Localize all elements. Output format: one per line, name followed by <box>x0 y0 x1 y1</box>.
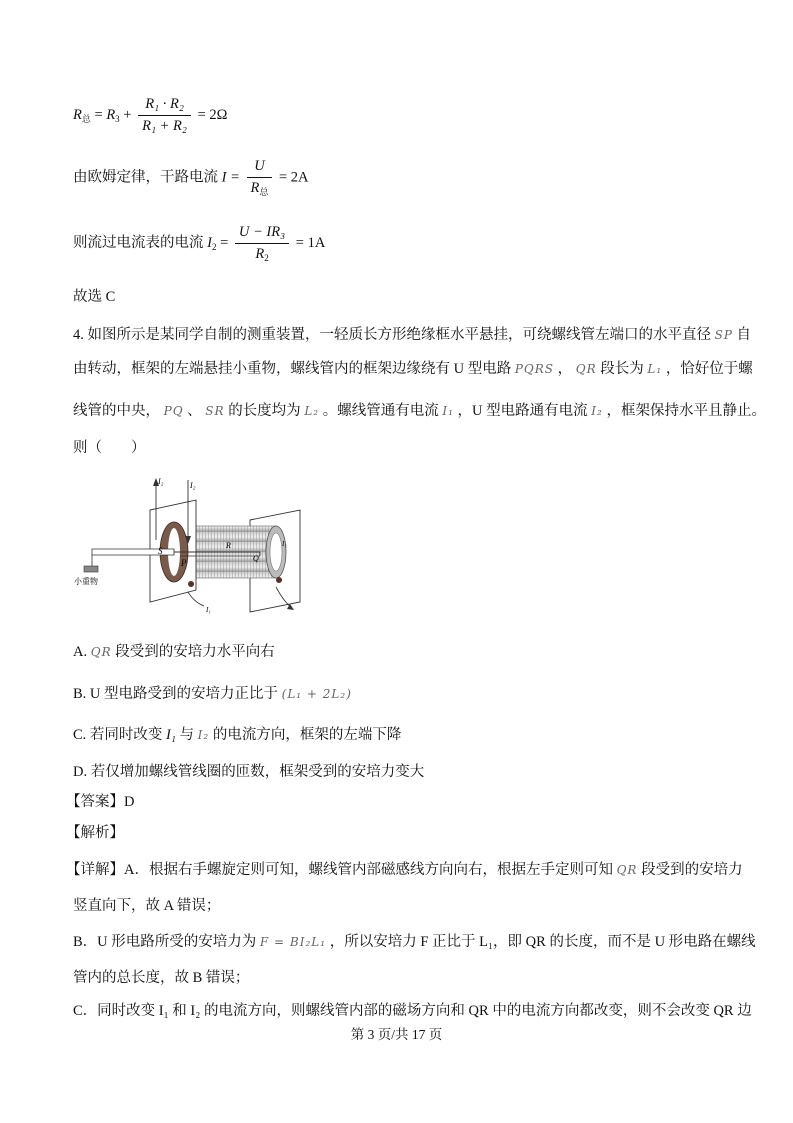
q4-text: 自 <box>736 327 752 343</box>
label-i1-right: I₁ <box>282 540 287 548</box>
formula-result: = 2A <box>279 169 309 186</box>
subscript-3: 3 <box>115 113 120 124</box>
symbol-qr: QR <box>575 362 597 376</box>
page-footer: 第 3 页/共 17 页 <box>350 1027 443 1042</box>
question-4-line-4: 则（ ） <box>73 440 146 456</box>
label-r: R <box>226 541 231 550</box>
option-c-prefix: C. 若同时改变 <box>73 727 163 743</box>
option-b <box>73 684 352 704</box>
option-a-text: 段受到的安培力水平向右 <box>115 644 275 660</box>
symbol-sp: SP <box>714 328 733 342</box>
den-sub: 2 <box>264 253 269 263</box>
option-c-mid: 与 <box>179 727 195 743</box>
fraction-ammeter <box>235 224 289 263</box>
ohm-lhs: I = <box>221 169 240 186</box>
fraction-denominator: R₁ + R₂ <box>142 118 187 134</box>
symbol-i1: I₁ <box>442 404 454 418</box>
option-c <box>73 725 401 745</box>
fraction-denominator <box>235 244 289 263</box>
option-d: D. 若仅增加螺线管线圈的匝数，框架受到的安培力变大 <box>73 764 425 780</box>
board-dot-right <box>276 577 282 583</box>
symbol-i2: I₂ <box>197 728 210 742</box>
symbol-l1-2l2: (L₁ + 2L₂) <box>281 687 352 701</box>
fraction-parallel <box>138 96 191 135</box>
symbol-l1: L₁ <box>647 362 663 376</box>
q4-text: 4. 如图所示是某同学自制的测重装置，一轻质长方形绝缘框水平悬挂，可绕螺线管左端口的水平直径 <box>73 327 711 343</box>
formula-result: = 1A <box>295 234 326 251</box>
fraction-denominator <box>247 178 273 198</box>
solenoid-apparatus-figure <box>70 462 330 622</box>
ammeter-lhs: I <box>207 234 212 251</box>
symbol-qr: QR <box>90 645 112 659</box>
den-sub: 总 <box>259 187 269 197</box>
board-dot-left <box>188 581 194 587</box>
detail-line-5: C．同时改变 I₁ 和 I₂ 的电流方向，则螺线管内部的磁场方向和 QR 中的电流方向都改变，则不会改变 QR 边 <box>73 1003 752 1019</box>
fraction-ohm <box>247 158 273 198</box>
formula-ammeter-line: 则流过电流表的电流 $I_2$ = $\frac{\text{U − IR₃}}{R_2}$ = 1A <box>73 224 326 263</box>
option-b-text: B. U 型电路受到的安培力正比于 <box>73 686 279 702</box>
formula-total-resistance: $R_总 = R_3$ + $\frac{\text{R₁ · R₂}}{\text{R₁ + R₂}}$ = 2Ω <box>73 96 228 134</box>
label-i2-right: I₂ <box>190 481 196 490</box>
symbol-sr: SR <box>205 404 225 418</box>
answer-value: D <box>124 794 135 810</box>
small-weight <box>84 566 98 572</box>
symbol-force-formula: F = BI₂L₁ <box>259 935 327 949</box>
answer-line <box>66 792 134 812</box>
question-4-line-3 <box>73 401 766 421</box>
formula-ohm-line <box>73 158 309 198</box>
ammeter-lhs-sub: 2 <box>211 241 217 252</box>
detail-text: ，所以安培力 F 正比于 L₁，即 QR 的长度，而不是 U 形电路在螺线 <box>329 934 756 950</box>
q4-text: 段长为 <box>600 361 644 377</box>
detail-text: 【详解】A．根据右手螺旋定则可知，螺线管内部磁感线方向向右，根据左手定则可知 <box>66 862 613 878</box>
den-var: R <box>255 246 265 262</box>
detail-line-1 <box>66 860 743 880</box>
symbol-qr: QR <box>616 863 638 877</box>
fraction-numerator: U <box>247 158 273 178</box>
q4-text: 、 <box>187 403 202 419</box>
previous-answer: 故选 C <box>73 289 116 305</box>
symbol-l2: L₂ <box>304 404 320 418</box>
detail-text: 段受到的安培力 <box>641 862 743 878</box>
ammeter-text: 则流过电流表的电流 <box>73 234 204 251</box>
fraction-numerator: U − IR₃ <box>235 224 289 244</box>
label-p: P <box>181 558 187 568</box>
question-4-line-2 <box>73 359 753 379</box>
option-a-prefix: A. <box>73 644 88 660</box>
symbol-i1: I₁ <box>166 727 176 743</box>
label-q: Q <box>253 554 259 563</box>
symbol-pqrs: PQRS <box>514 362 555 376</box>
option-a <box>73 642 275 662</box>
subscript-total: 总 <box>81 113 91 124</box>
q4-text: 。螺线管通有电流 <box>322 403 439 419</box>
detail-line-4: 管内的总长度，故 B 错误； <box>73 970 250 986</box>
q4-text: ， <box>557 361 573 377</box>
symbol-r3: R <box>106 106 116 123</box>
detail-line-3 <box>73 932 756 952</box>
q4-text: ，框架保持水平且静止。 <box>606 403 766 419</box>
q4-text: ，U 型电路通有电流 <box>457 403 588 419</box>
symbol-r: R <box>73 106 82 123</box>
formula-result: = 2Ω <box>197 106 228 123</box>
analysis-label: 【解析】 <box>66 825 124 841</box>
q4-text: ，恰好位于螺 <box>665 361 753 377</box>
answer-label: 【答案】 <box>66 794 124 810</box>
label-i1-bottom: I₁ <box>206 606 211 614</box>
option-c-text: 的电流方向，框架的左端下降 <box>212 727 402 743</box>
q4-text: 的长度均为 <box>228 403 301 419</box>
symbol-pq: PQ <box>163 404 184 418</box>
label-s: S <box>158 546 163 556</box>
question-4-line-1 <box>73 325 751 345</box>
label-i2-left: I₂ <box>158 477 164 486</box>
den-var: R <box>250 180 260 196</box>
q4-text: 由转动，框架的左端悬挂小重物，螺线管内的框架边缘绕有 U 型电路 <box>73 361 512 377</box>
ohm-text: 由欧姆定律，干路电流 <box>73 169 218 186</box>
q4-text: 线管的中央， <box>73 403 160 419</box>
fraction-numerator: R₁ · R₂ <box>138 96 191 116</box>
detail-line-2: 竖直向下，故 A 错误； <box>73 898 221 914</box>
label-small-weight: 小重物 <box>74 577 98 586</box>
symbol-i2: I₂ <box>591 404 603 418</box>
detail-text: B．U 形电路所受的安培力为 <box>73 934 257 950</box>
